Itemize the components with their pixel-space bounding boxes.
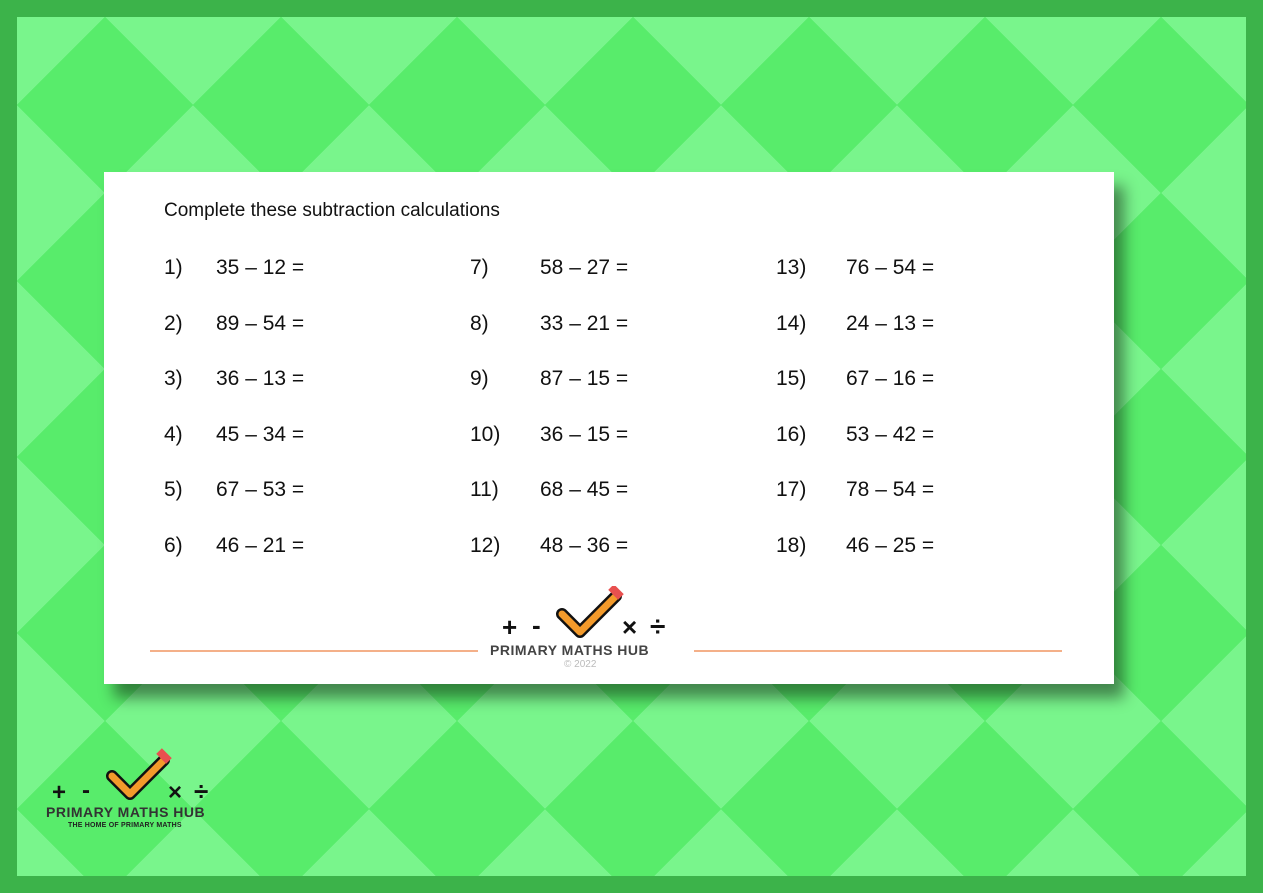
question-expression: 67 – 16 = [846, 367, 935, 390]
svg-text:÷: ÷ [650, 611, 666, 642]
question-expression: 89 – 54 = [216, 312, 305, 335]
worksheet-instruction: Complete these subtraction calculations [164, 200, 500, 221]
svg-text:+: + [52, 779, 67, 806]
svg-text:×: × [622, 612, 638, 642]
svg-text:÷: ÷ [194, 776, 209, 806]
question-number: 8) [470, 312, 489, 335]
question-expression: 76 – 54 = [846, 256, 935, 279]
question-expression: 45 – 34 = [216, 423, 305, 446]
question-number: 12) [470, 534, 501, 557]
logo-name: PRIMARY MATHS HUB [490, 642, 650, 658]
question-expression: 87 – 15 = [540, 367, 629, 390]
question-expression: 67 – 53 = [216, 478, 305, 501]
question-number: 18) [776, 534, 807, 557]
question-number: 1) [164, 256, 183, 279]
question-number: 5) [164, 478, 183, 501]
question-number: 16) [776, 423, 807, 446]
question-number: 15) [776, 367, 807, 390]
question-number: 14) [776, 312, 807, 335]
question-number: 2) [164, 312, 183, 335]
question-expression: 78 – 54 = [846, 478, 935, 501]
question-expression: 33 – 21 = [540, 312, 629, 335]
question-expression: 68 – 45 = [540, 478, 629, 501]
svg-text:-: - [82, 777, 90, 804]
primary-maths-hub-logo [484, 586, 684, 676]
question-number: 17) [776, 478, 807, 501]
question-expression: 36 – 13 = [216, 367, 305, 390]
svg-text:+: + [502, 612, 518, 642]
question-expression: 46 – 21 = [216, 534, 305, 557]
question-expression: 35 – 12 = [216, 256, 305, 279]
maths-symbols-check-icon [30, 738, 230, 808]
question-number: 10) [470, 423, 501, 446]
question-expression: 46 – 25 = [846, 534, 935, 557]
question-expression: 53 – 42 = [846, 423, 935, 446]
maths-symbols-check-icon [484, 586, 684, 646]
question-expression: 36 – 15 = [540, 423, 629, 446]
corner-logo-tagline: THE HOME OF PRIMARY MATHS [68, 822, 182, 829]
question-expression: 58 – 27 = [540, 256, 629, 279]
logo-copyright: © 2022 [564, 659, 597, 670]
corner-logo-name: PRIMARY MATHS HUB [46, 804, 206, 820]
footer-rule-right [694, 650, 1062, 652]
question-number: 3) [164, 367, 183, 390]
question-number: 11) [470, 478, 499, 501]
corner-primary-maths-hub-logo [30, 738, 230, 838]
question-number: 6) [164, 534, 183, 557]
question-number: 4) [164, 423, 183, 446]
footer-rule-left [150, 650, 478, 652]
question-number: 7) [470, 256, 489, 279]
question-expression: 24 – 13 = [846, 312, 935, 335]
worksheet [104, 172, 1114, 684]
question-number: 9) [470, 367, 489, 390]
question-number: 13) [776, 256, 807, 279]
svg-text:×: × [168, 779, 183, 806]
svg-text:-: - [532, 610, 541, 640]
question-expression: 48 – 36 = [540, 534, 629, 557]
